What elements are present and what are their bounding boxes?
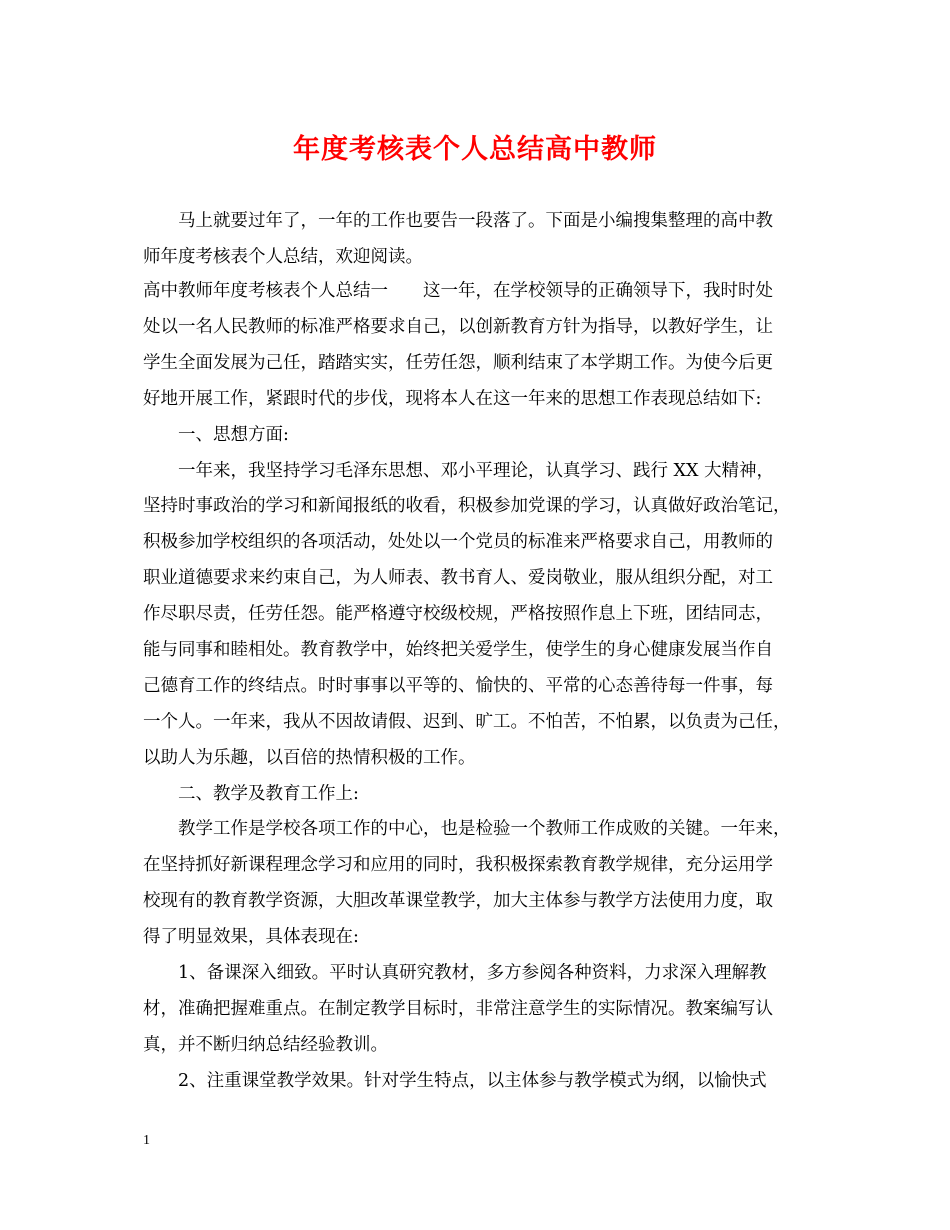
- body-line: 真，并不断归纳总结经验教训。: [143, 1035, 388, 1055]
- body-line: 在坚持抓好新课程理念学习和应用的同时，我积极探索教育教学规律，充分运用学: [143, 855, 773, 875]
- body-line: 积极参加学校组织的各项活动，处处以一个党员的标准来严格要求自己，用教师的: [143, 532, 773, 552]
- body-line: 己德育工作的终结点。时时事事以平等的、愉快的、平常的心态善待每一件事，每: [143, 676, 773, 696]
- body-line: 处以一名人民教师的标准严格要求自己，以创新教育方针为指导，以教好学生，让: [143, 317, 773, 337]
- page-number: 1: [143, 1133, 150, 1148]
- body-line: 一年来，我坚持学习毛泽东思想、邓小平理论，认真学习、践行 XX 大精神，: [178, 461, 775, 481]
- document-title: 年度考核表个人总结高中教师: [293, 134, 657, 165]
- body-line: 一个人。一年来，我从不因故请假、迟到、旷工。不怕苦，不怕累，以负责为己任，: [143, 712, 791, 732]
- body-line: 得了明显效果，具体表现在:: [143, 927, 359, 947]
- body-line: 职业道德要求来约束自己，为人师表、教书育人、爱岗敬业，服从组织分配，对工: [143, 568, 773, 588]
- body-line: 坚持时事政治的学习和新闻报纸的收看，积极参加党课的学习，认真做好政治笔记，: [143, 496, 791, 516]
- body-line: 以助人为乐趣，以百倍的热情积极的工作。: [143, 748, 476, 768]
- body-line: 好地开展工作，紧跟时代的步伐，现将本人在这一年来的思想工作表现总结如下:: [143, 389, 762, 409]
- body-line: 能与同事和睦相处。教育教学中，始终把关爱学生，使学生的身心健康发展当作自: [143, 640, 773, 660]
- body-line: 师年度考核表个人总结，欢迎阅读。: [143, 247, 423, 267]
- body-line: 2、注重课堂教学效果。针对学生特点，以主体参与教学模式为纲，以愉快式: [178, 1071, 767, 1091]
- body-line: 校现有的教育教学资源，大胆改革课堂教学，加大主体参与教学方法使用力度，取: [143, 891, 773, 911]
- body-line: 教学工作是学校各项工作的中心，也是检验一个教师工作成败的关键。一年来，: [178, 819, 791, 839]
- body-line: 高中教师年度考核表个人总结一 这一年，在学校领导的正确领导下，我时时处: [143, 281, 773, 301]
- section-heading: 二、教学及教育工作上:: [178, 784, 359, 804]
- body-line: 作尽职尽责，任劳任怨。能严格遵守校级校规，严格按照作息上下班，团结同志，: [143, 604, 773, 624]
- section-heading: 一、思想方面:: [178, 425, 289, 445]
- body-line: 材，准确把握难重点。在制定教学目标时，非常注意学生的实际情况。教案编写认: [143, 999, 773, 1019]
- body-line: 学生全面发展为己任，踏踏实实，任劳任怨，顺利结束了本学期工作。为使今后更: [143, 353, 773, 373]
- body-line: 马上就要过年了，一年的工作也要告一段落了。下面是小编搜集整理的高中教: [178, 211, 773, 231]
- body-line: 1、备课深入细致。平时认真研究教材，多方参阅各种资料，力求深入理解教: [178, 963, 767, 983]
